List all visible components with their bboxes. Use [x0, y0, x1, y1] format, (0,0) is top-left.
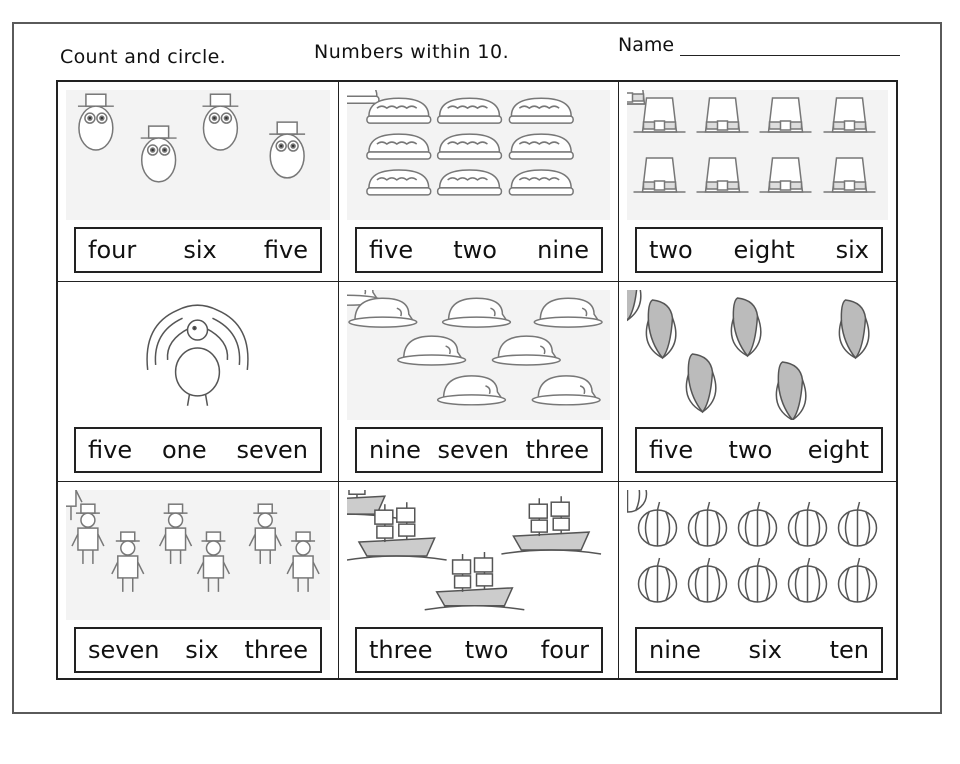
choice-option[interactable]: five [649, 436, 694, 464]
choice-option[interactable]: seven [88, 636, 160, 664]
cell-1 [58, 82, 339, 282]
pie-icon [347, 90, 610, 220]
choice-option[interactable]: ten [829, 636, 869, 664]
corn-icon [627, 290, 888, 420]
choice-option[interactable]: eight [807, 436, 869, 464]
pilgrim-hat-icon [627, 90, 888, 220]
cell-2 [339, 82, 619, 282]
choice-option[interactable]: seven [236, 436, 308, 464]
owl-pilgrim-icon [66, 90, 330, 220]
instruction-text: Count and circle. [60, 46, 226, 68]
worksheet-title: Numbers within 10. [314, 41, 510, 63]
answer-choices [355, 427, 603, 473]
choice-option[interactable]: five [369, 236, 414, 264]
choice-option[interactable]: three [525, 436, 589, 464]
choice-option[interactable]: three [244, 636, 308, 664]
cell-4 [58, 282, 339, 482]
choice-option[interactable]: five [88, 436, 133, 464]
answer-choices [74, 227, 322, 273]
choice-option[interactable]: six [185, 636, 219, 664]
choice-option[interactable]: three [369, 636, 433, 664]
counting-grid [56, 80, 898, 680]
choice-option[interactable]: six [835, 236, 869, 264]
answer-choices [74, 427, 322, 473]
choice-option[interactable]: four [88, 236, 137, 264]
choice-option[interactable]: two [464, 636, 509, 664]
answer-choices [635, 627, 883, 673]
answer-choices [635, 427, 883, 473]
pumpkin-icon [627, 490, 888, 620]
choice-option[interactable]: seven [437, 436, 509, 464]
choice-option[interactable]: six [183, 236, 217, 264]
choice-option[interactable]: nine [537, 236, 589, 264]
cell-9 [619, 482, 896, 678]
choice-option[interactable]: eight [733, 236, 795, 264]
roast-turkey-icon [347, 290, 610, 420]
choice-option[interactable]: nine [649, 636, 701, 664]
cell-7 [58, 482, 339, 678]
name-label: Name [618, 34, 675, 56]
name-field[interactable] [680, 55, 900, 56]
choice-option[interactable]: one [161, 436, 207, 464]
choice-option[interactable]: two [728, 436, 773, 464]
answer-choices [635, 227, 883, 273]
choice-option[interactable]: two [453, 236, 497, 264]
cell-6 [619, 282, 896, 482]
cell-8 [339, 482, 619, 678]
cell-5 [339, 282, 619, 482]
choice-option[interactable]: nine [369, 436, 421, 464]
choice-option[interactable]: five [263, 236, 308, 264]
choice-option[interactable]: four [540, 636, 589, 664]
answer-choices [355, 227, 603, 273]
pilgrim-boy-icon [66, 490, 330, 620]
cell-3 [619, 82, 896, 282]
ship-icon [347, 490, 610, 620]
answer-choices [355, 627, 603, 673]
turkey-icon [66, 290, 330, 420]
choice-option[interactable]: six [748, 636, 782, 664]
answer-choices [74, 627, 322, 673]
choice-option[interactable]: two [649, 236, 693, 264]
